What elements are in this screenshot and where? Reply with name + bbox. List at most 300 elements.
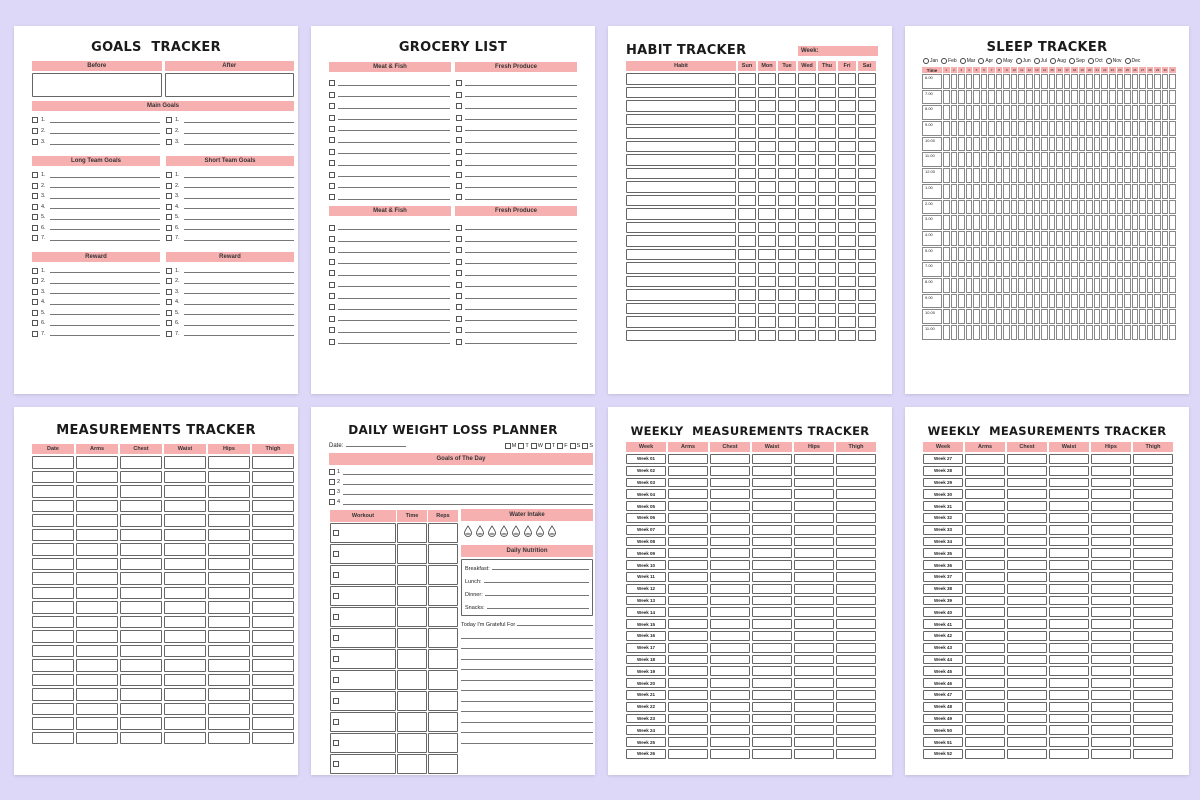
value-cell[interactable] bbox=[1091, 466, 1131, 476]
sleep-cell[interactable] bbox=[1154, 294, 1161, 309]
day-check-cell[interactable] bbox=[838, 249, 856, 261]
value-cell[interactable] bbox=[76, 645, 118, 658]
day-check-cell[interactable] bbox=[758, 222, 776, 234]
value-cell[interactable] bbox=[252, 674, 294, 687]
write-line[interactable] bbox=[184, 279, 294, 284]
day-check-cell[interactable] bbox=[798, 249, 816, 261]
sleep-cell[interactable] bbox=[1139, 168, 1146, 183]
value-cell[interactable] bbox=[1133, 737, 1173, 747]
sleep-cell[interactable] bbox=[1026, 152, 1033, 167]
write-line[interactable] bbox=[184, 331, 294, 336]
sleep-cell[interactable] bbox=[988, 262, 995, 277]
value-cell[interactable] bbox=[794, 643, 834, 653]
grocery-item[interactable] bbox=[329, 236, 450, 242]
sleep-cell[interactable] bbox=[1034, 200, 1041, 215]
value-cell[interactable] bbox=[752, 607, 792, 617]
sleep-cell[interactable] bbox=[1041, 121, 1048, 136]
value-cell[interactable] bbox=[164, 529, 206, 542]
day-option[interactable] bbox=[518, 443, 528, 449]
sleep-cell[interactable] bbox=[1124, 200, 1131, 215]
checkbox[interactable] bbox=[456, 172, 462, 178]
write-line[interactable] bbox=[50, 194, 160, 199]
sleep-cell[interactable] bbox=[1169, 215, 1176, 230]
sleep-cell[interactable] bbox=[943, 90, 950, 105]
sleep-cell[interactable] bbox=[951, 168, 958, 183]
sleep-cell[interactable] bbox=[966, 200, 973, 215]
value-cell[interactable] bbox=[76, 659, 118, 672]
sleep-cell[interactable] bbox=[1086, 294, 1093, 309]
write-line[interactable] bbox=[461, 733, 593, 744]
sleep-cell[interactable] bbox=[958, 262, 965, 277]
sleep-cell[interactable] bbox=[1132, 121, 1139, 136]
value-cell[interactable] bbox=[428, 628, 458, 648]
sleep-cell[interactable] bbox=[1003, 184, 1010, 199]
sleep-cell[interactable] bbox=[1124, 231, 1131, 246]
value-cell[interactable] bbox=[1091, 454, 1131, 464]
day-check-cell[interactable] bbox=[818, 181, 836, 193]
checkbox[interactable] bbox=[166, 299, 172, 305]
sleep-cell[interactable] bbox=[1071, 325, 1078, 340]
value-cell[interactable] bbox=[252, 601, 294, 614]
checkbox[interactable] bbox=[32, 183, 38, 189]
row-label-cell[interactable]: Week 45 bbox=[923, 666, 963, 676]
checkbox[interactable] bbox=[329, 316, 335, 322]
write-line[interactable] bbox=[338, 161, 450, 166]
value-cell[interactable] bbox=[668, 537, 708, 547]
sleep-cell[interactable] bbox=[1117, 215, 1124, 230]
write-line[interactable] bbox=[50, 183, 160, 188]
grocery-item[interactable] bbox=[456, 126, 577, 132]
sleep-cell[interactable] bbox=[1056, 184, 1063, 199]
value-cell[interactable] bbox=[120, 456, 162, 469]
day-check-cell[interactable] bbox=[798, 316, 816, 328]
write-line[interactable] bbox=[184, 289, 294, 294]
sleep-cell[interactable] bbox=[988, 137, 995, 152]
value-cell[interactable] bbox=[794, 714, 834, 724]
value-cell[interactable] bbox=[1049, 584, 1089, 594]
value-cell[interactable] bbox=[752, 666, 792, 676]
value-cell[interactable] bbox=[1007, 466, 1047, 476]
sleep-cell[interactable] bbox=[1018, 247, 1025, 262]
value-cell[interactable] bbox=[1133, 466, 1173, 476]
value-cell[interactable] bbox=[668, 714, 708, 724]
value-cell[interactable] bbox=[1091, 725, 1131, 735]
sleep-cell[interactable] bbox=[973, 278, 980, 293]
value-cell[interactable] bbox=[965, 725, 1005, 735]
value-cell[interactable] bbox=[965, 548, 1005, 558]
sleep-cell[interactable] bbox=[1026, 278, 1033, 293]
sleep-cell[interactable] bbox=[1101, 262, 1108, 277]
value-cell[interactable] bbox=[965, 501, 1005, 511]
value-cell[interactable] bbox=[428, 712, 458, 732]
day-check-cell[interactable] bbox=[758, 127, 776, 139]
sleep-cell[interactable] bbox=[996, 325, 1003, 340]
value-cell[interactable] bbox=[164, 732, 206, 745]
sleep-cell[interactable] bbox=[1147, 215, 1154, 230]
value-cell[interactable] bbox=[1133, 643, 1173, 653]
sleep-cell[interactable] bbox=[973, 200, 980, 215]
row-label-cell[interactable]: Week 44 bbox=[923, 655, 963, 665]
checkbox[interactable] bbox=[456, 194, 462, 200]
checklist-item[interactable] bbox=[32, 268, 160, 274]
sleep-cell[interactable] bbox=[1049, 184, 1056, 199]
sleep-cell[interactable] bbox=[1101, 215, 1108, 230]
day-check-cell[interactable] bbox=[758, 303, 776, 315]
value-cell[interactable] bbox=[752, 454, 792, 464]
sleep-cell[interactable] bbox=[1003, 105, 1010, 120]
sleep-cell[interactable] bbox=[1162, 184, 1169, 199]
value-cell[interactable] bbox=[76, 500, 118, 513]
value-cell[interactable] bbox=[668, 466, 708, 476]
sleep-cell[interactable] bbox=[973, 137, 980, 152]
value-cell[interactable] bbox=[1007, 678, 1047, 688]
checkbox[interactable] bbox=[333, 593, 339, 599]
sleep-cell[interactable] bbox=[1169, 105, 1176, 120]
checklist-item[interactable] bbox=[166, 193, 294, 199]
sleep-cell[interactable] bbox=[1132, 247, 1139, 262]
day-check-cell[interactable] bbox=[858, 276, 876, 288]
row-label-cell[interactable]: Week 38 bbox=[923, 584, 963, 594]
grocery-item[interactable] bbox=[456, 137, 577, 143]
sleep-cell[interactable] bbox=[1154, 152, 1161, 167]
checklist-item[interactable] bbox=[166, 172, 294, 178]
workout-cell[interactable] bbox=[330, 733, 396, 753]
row-label-cell[interactable] bbox=[32, 456, 74, 469]
sleep-cell[interactable] bbox=[943, 262, 950, 277]
day-option[interactable] bbox=[505, 443, 517, 449]
checkbox[interactable] bbox=[32, 320, 38, 326]
checklist-item[interactable] bbox=[32, 214, 160, 220]
sleep-cell[interactable] bbox=[981, 247, 988, 262]
write-line[interactable] bbox=[184, 140, 294, 145]
checkbox[interactable] bbox=[329, 160, 335, 166]
value-cell[interactable] bbox=[836, 655, 876, 665]
day-check-cell[interactable] bbox=[818, 330, 836, 342]
sleep-cell[interactable] bbox=[1071, 294, 1078, 309]
grocery-item[interactable] bbox=[329, 149, 450, 155]
value-cell[interactable] bbox=[668, 525, 708, 535]
value-cell[interactable] bbox=[252, 456, 294, 469]
day-check-cell[interactable] bbox=[738, 303, 756, 315]
sleep-cell[interactable] bbox=[1117, 231, 1124, 246]
checklist-item[interactable] bbox=[32, 128, 160, 134]
month-option[interactable] bbox=[1106, 58, 1122, 64]
checkbox[interactable] bbox=[333, 656, 339, 662]
write-line[interactable] bbox=[184, 173, 294, 178]
value-cell[interactable] bbox=[1133, 584, 1173, 594]
sleep-cell[interactable] bbox=[1117, 152, 1124, 167]
sleep-cell[interactable] bbox=[958, 152, 965, 167]
sleep-cell[interactable] bbox=[1034, 168, 1041, 183]
sleep-cell[interactable] bbox=[1124, 168, 1131, 183]
value-cell[interactable] bbox=[965, 525, 1005, 535]
sleep-cell[interactable] bbox=[1026, 294, 1033, 309]
sleep-cell[interactable] bbox=[981, 231, 988, 246]
sleep-cell[interactable] bbox=[1162, 278, 1169, 293]
value-cell[interactable] bbox=[1133, 548, 1173, 558]
value-cell[interactable] bbox=[710, 631, 750, 641]
sleep-cell[interactable] bbox=[1094, 200, 1101, 215]
value-cell[interactable] bbox=[710, 584, 750, 594]
checkbox[interactable] bbox=[166, 128, 172, 134]
row-label-cell[interactable]: Week 06 bbox=[626, 513, 666, 523]
value-cell[interactable] bbox=[752, 655, 792, 665]
value-cell[interactable] bbox=[836, 631, 876, 641]
day-check-cell[interactable] bbox=[778, 222, 796, 234]
sleep-cell[interactable] bbox=[996, 184, 1003, 199]
day-check-cell[interactable] bbox=[858, 208, 876, 220]
write-line[interactable] bbox=[465, 282, 577, 287]
sleep-cell[interactable] bbox=[996, 294, 1003, 309]
day-check-cell[interactable] bbox=[818, 262, 836, 274]
sleep-cell[interactable] bbox=[1101, 137, 1108, 152]
day-check-cell[interactable] bbox=[818, 100, 836, 112]
workout-cell[interactable] bbox=[330, 628, 396, 648]
value-cell[interactable] bbox=[794, 596, 834, 606]
sleep-cell[interactable] bbox=[966, 168, 973, 183]
value-cell[interactable] bbox=[1091, 702, 1131, 712]
sleep-cell[interactable] bbox=[996, 105, 1003, 120]
day-check-cell[interactable] bbox=[758, 141, 776, 153]
sleep-cell[interactable] bbox=[1094, 90, 1101, 105]
checkbox[interactable] bbox=[329, 247, 335, 253]
write-line[interactable] bbox=[184, 215, 294, 220]
sleep-cell[interactable] bbox=[951, 137, 958, 152]
value-cell[interactable] bbox=[836, 702, 876, 712]
grocery-item[interactable] bbox=[329, 316, 450, 322]
sleep-cell[interactable] bbox=[1147, 184, 1154, 199]
write-line[interactable] bbox=[338, 339, 450, 344]
sleep-cell[interactable] bbox=[1034, 278, 1041, 293]
sleep-cell[interactable] bbox=[1064, 90, 1071, 105]
sleep-cell[interactable] bbox=[1154, 121, 1161, 136]
sleep-cell[interactable] bbox=[966, 184, 973, 199]
day-check-cell[interactable] bbox=[838, 289, 856, 301]
grocery-item[interactable] bbox=[329, 270, 450, 276]
sleep-cell[interactable] bbox=[1147, 168, 1154, 183]
checkbox[interactable] bbox=[333, 761, 339, 767]
checklist-item[interactable] bbox=[166, 278, 294, 284]
checkbox[interactable] bbox=[329, 259, 335, 265]
sleep-cell[interactable] bbox=[1011, 309, 1018, 324]
row-label-cell[interactable] bbox=[32, 630, 74, 643]
sleep-cell[interactable] bbox=[1056, 137, 1063, 152]
day-check-cell[interactable] bbox=[798, 235, 816, 247]
month-option[interactable] bbox=[1069, 58, 1085, 64]
sleep-cell[interactable] bbox=[1011, 74, 1018, 89]
checkbox[interactable] bbox=[329, 103, 335, 109]
sleep-cell[interactable] bbox=[1026, 184, 1033, 199]
value-cell[interactable] bbox=[252, 717, 294, 730]
day-check-cell[interactable] bbox=[738, 87, 756, 99]
checkbox[interactable] bbox=[329, 479, 335, 485]
row-label-cell[interactable]: Week 23 bbox=[626, 714, 666, 724]
checkbox[interactable] bbox=[582, 443, 588, 449]
write-line[interactable] bbox=[184, 183, 294, 188]
day-option[interactable] bbox=[570, 443, 581, 449]
write-line[interactable] bbox=[338, 237, 450, 242]
sleep-cell[interactable] bbox=[1124, 278, 1131, 293]
row-label-cell[interactable]: Week 31 bbox=[923, 501, 963, 511]
day-check-cell[interactable] bbox=[738, 316, 756, 328]
value-cell[interactable] bbox=[752, 537, 792, 547]
checkbox[interactable] bbox=[329, 499, 335, 505]
day-check-cell[interactable] bbox=[778, 235, 796, 247]
sleep-cell[interactable] bbox=[1169, 309, 1176, 324]
sleep-cell[interactable] bbox=[1154, 74, 1161, 89]
day-check-cell[interactable] bbox=[858, 195, 876, 207]
value-cell[interactable] bbox=[668, 690, 708, 700]
sleep-cell[interactable] bbox=[1079, 278, 1086, 293]
write-line[interactable] bbox=[338, 183, 450, 188]
sleep-cell[interactable] bbox=[1079, 168, 1086, 183]
value-cell[interactable] bbox=[252, 703, 294, 716]
sleep-cell[interactable] bbox=[1041, 74, 1048, 89]
sleep-cell[interactable] bbox=[1018, 325, 1025, 340]
day-check-cell[interactable] bbox=[738, 181, 756, 193]
sleep-cell[interactable] bbox=[951, 200, 958, 215]
workout-cell[interactable] bbox=[330, 754, 396, 774]
sleep-cell[interactable] bbox=[951, 325, 958, 340]
dinner-field[interactable] bbox=[465, 592, 589, 598]
day-check-cell[interactable] bbox=[778, 141, 796, 153]
day-check-cell[interactable] bbox=[738, 235, 756, 247]
sleep-cell[interactable] bbox=[1056, 278, 1063, 293]
habit-name-cell[interactable] bbox=[626, 262, 736, 274]
sleep-cell[interactable] bbox=[951, 231, 958, 246]
sleep-cell[interactable] bbox=[996, 152, 1003, 167]
day-check-cell[interactable] bbox=[798, 73, 816, 85]
habit-name-cell[interactable] bbox=[626, 222, 736, 234]
sleep-cell[interactable] bbox=[1056, 325, 1063, 340]
sleep-cell[interactable] bbox=[1079, 105, 1086, 120]
row-label-cell[interactable]: Week 16 bbox=[626, 631, 666, 641]
value-cell[interactable] bbox=[710, 537, 750, 547]
value-cell[interactable] bbox=[1049, 655, 1089, 665]
value-cell[interactable] bbox=[164, 500, 206, 513]
day-check-cell[interactable] bbox=[818, 222, 836, 234]
sleep-cell[interactable] bbox=[1079, 74, 1086, 89]
sleep-cell[interactable] bbox=[973, 262, 980, 277]
value-cell[interactable] bbox=[397, 628, 427, 648]
value-cell[interactable] bbox=[76, 543, 118, 556]
day-check-cell[interactable] bbox=[818, 235, 836, 247]
checkbox[interactable] bbox=[456, 259, 462, 265]
sleep-cell[interactable] bbox=[1026, 90, 1033, 105]
sleep-cell[interactable] bbox=[996, 231, 1003, 246]
value-cell[interactable] bbox=[1049, 525, 1089, 535]
write-line[interactable] bbox=[338, 328, 450, 333]
row-label-cell[interactable]: Week 29 bbox=[923, 478, 963, 488]
sleep-cell[interactable] bbox=[1071, 215, 1078, 230]
write-line[interactable] bbox=[465, 237, 577, 242]
write-line[interactable] bbox=[465, 294, 577, 299]
checkbox[interactable] bbox=[329, 489, 335, 495]
sleep-cell[interactable] bbox=[996, 200, 1003, 215]
sleep-cell[interactable] bbox=[1117, 309, 1124, 324]
sleep-cell[interactable] bbox=[958, 105, 965, 120]
write-line[interactable] bbox=[465, 195, 577, 200]
sleep-cell[interactable] bbox=[1071, 262, 1078, 277]
day-check-cell[interactable] bbox=[838, 127, 856, 139]
sleep-cell[interactable] bbox=[981, 294, 988, 309]
day-check-cell[interactable] bbox=[798, 222, 816, 234]
value-cell[interactable] bbox=[164, 601, 206, 614]
sleep-cell[interactable] bbox=[1018, 90, 1025, 105]
value-cell[interactable] bbox=[710, 666, 750, 676]
sleep-cell[interactable] bbox=[1011, 231, 1018, 246]
value-cell[interactable] bbox=[397, 649, 427, 669]
habit-name-cell[interactable] bbox=[626, 154, 736, 166]
grocery-item[interactable] bbox=[329, 339, 450, 345]
value-cell[interactable] bbox=[1133, 714, 1173, 724]
sleep-cell[interactable] bbox=[1154, 137, 1161, 152]
sleep-cell[interactable] bbox=[1147, 325, 1154, 340]
day-check-cell[interactable] bbox=[838, 222, 856, 234]
value-cell[interactable] bbox=[1049, 749, 1089, 759]
sleep-cell[interactable] bbox=[1117, 200, 1124, 215]
write-line[interactable] bbox=[184, 321, 294, 326]
value-cell[interactable] bbox=[252, 500, 294, 513]
value-cell[interactable] bbox=[794, 749, 834, 759]
grocery-item[interactable] bbox=[329, 282, 450, 288]
checkbox[interactable] bbox=[333, 614, 339, 620]
value-cell[interactable] bbox=[208, 616, 250, 629]
sleep-cell[interactable] bbox=[988, 74, 995, 89]
checkbox[interactable] bbox=[166, 310, 172, 316]
grocery-item[interactable] bbox=[329, 327, 450, 333]
sleep-cell[interactable] bbox=[988, 168, 995, 183]
sleep-cell[interactable] bbox=[1124, 105, 1131, 120]
value-cell[interactable] bbox=[120, 529, 162, 542]
sleep-cell[interactable] bbox=[1109, 294, 1116, 309]
sleep-cell[interactable] bbox=[943, 325, 950, 340]
day-check-cell[interactable] bbox=[778, 73, 796, 85]
sleep-cell[interactable] bbox=[1169, 152, 1176, 167]
write-line[interactable] bbox=[461, 670, 593, 681]
sleep-cell[interactable] bbox=[1071, 105, 1078, 120]
value-cell[interactable] bbox=[710, 489, 750, 499]
sleep-cell[interactable] bbox=[1056, 168, 1063, 183]
row-label-cell[interactable] bbox=[32, 703, 74, 716]
value-cell[interactable] bbox=[208, 645, 250, 658]
sleep-cell[interactable] bbox=[1026, 74, 1033, 89]
day-check-cell[interactable] bbox=[818, 289, 836, 301]
checkbox[interactable] bbox=[456, 339, 462, 345]
row-label-cell[interactable]: Week 10 bbox=[626, 560, 666, 570]
sleep-cell[interactable] bbox=[951, 90, 958, 105]
value-cell[interactable] bbox=[710, 702, 750, 712]
value-cell[interactable] bbox=[710, 478, 750, 488]
value-cell[interactable] bbox=[1133, 619, 1173, 629]
row-label-cell[interactable]: Week 42 bbox=[923, 631, 963, 641]
checkbox[interactable] bbox=[557, 443, 563, 449]
day-check-cell[interactable] bbox=[738, 127, 756, 139]
value-cell[interactable] bbox=[252, 471, 294, 484]
sleep-cell[interactable] bbox=[1101, 105, 1108, 120]
sleep-cell[interactable] bbox=[1162, 137, 1169, 152]
value-cell[interactable] bbox=[668, 584, 708, 594]
write-line[interactable] bbox=[184, 225, 294, 230]
grocery-item[interactable] bbox=[329, 183, 450, 189]
sleep-cell[interactable] bbox=[1049, 137, 1056, 152]
sleep-cell[interactable] bbox=[966, 137, 973, 152]
checklist-item[interactable] bbox=[32, 310, 160, 316]
sleep-cell[interactable] bbox=[1041, 105, 1048, 120]
value-cell[interactable] bbox=[252, 630, 294, 643]
value-cell[interactable] bbox=[965, 560, 1005, 570]
habit-name-cell[interactable] bbox=[626, 195, 736, 207]
